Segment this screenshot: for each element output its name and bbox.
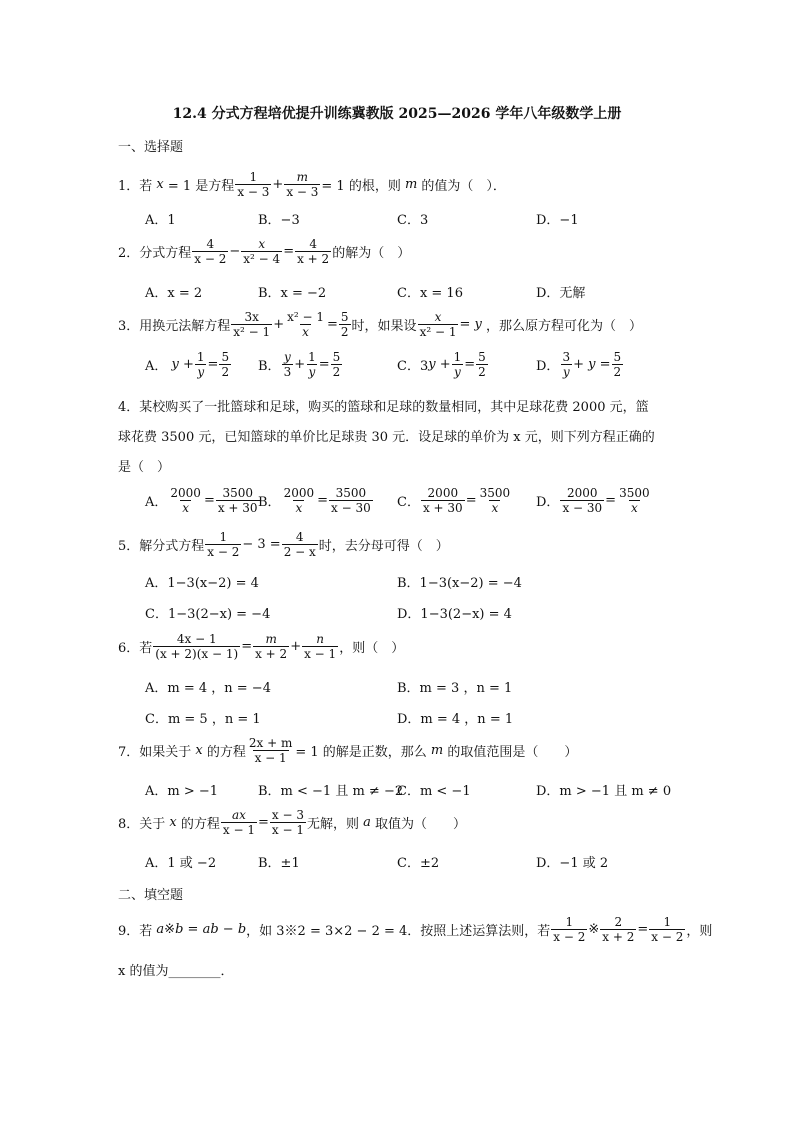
question-7: 7．如果关于 x 的方程 $\frac{2x + m}{x - 1}$ = 1 的解是正数，那么 m 的取值范围是（ ） — [118, 736, 578, 765]
q3-option-b: B． $\frac{y}{3}$ + $\frac{1}{y}$ = $\frac{5}{2}$ — [258, 350, 341, 379]
q6-option-d: D．m = 4 ，n = 1 — [397, 712, 514, 727]
q7-option-c: C．m < −1 — [397, 784, 471, 799]
fraction: $\frac{1}{x - 3}$ — [237, 170, 270, 199]
q1-option-c: C．3 — [397, 213, 429, 228]
q2-option-c: C．x = 16 — [397, 286, 463, 301]
q2-option-b: B．x = −2 — [258, 286, 327, 301]
fraction: $\frac{m}{x - 3}$ — [286, 170, 319, 199]
question-1: 1．若 x = 1 是方程 $\frac{1}{x - 3}$ + $\frac{m}{x - 3}$ = 1 的根，则 m 的值为（ ）． — [118, 170, 506, 199]
page-title: 12.4 分式方程培优提升训练冀教版 2025—2026 学年八年级数学上册 — [172, 106, 622, 122]
q8-option-b: B．±1 — [258, 856, 300, 871]
question-2: 2．分式方程 $\frac{4}{x - 2}$ − $\frac{x}{\text{x² − 4}}$ = $\frac{4}{x + 2}$ 的解为（ ） — [118, 237, 411, 266]
section-choice-heading: 一、选择题 — [118, 140, 184, 155]
q8-option-c: C．±2 — [397, 856, 440, 871]
q6-option-c: C．m = 5 ，n = 1 — [145, 712, 261, 727]
q2-option-a: A．x = 2 — [145, 286, 203, 301]
question-4-line3: 是（ ） — [118, 460, 171, 475]
q5-option-b: B．1−3(x−2) = −4 — [397, 576, 522, 591]
q1-option-d: D．−1 — [536, 213, 579, 228]
question-4-line2: 球花费 3500 元，已知篮球的单价比足球贵 30 元．设足球的单价为 x 元，则下列方程正确的 — [118, 430, 655, 445]
q4-option-d: D． $\frac{2000}{x - 30}$ = $\frac{3500}{x}$ — [536, 486, 650, 515]
q8-option-a: A．1 或 −2 — [145, 856, 217, 871]
q2-option-d: D．无解 — [536, 286, 586, 301]
question-8: 8．关于 x 的方程 $\frac{ax}{x - 1}$ = $\frac{x - 3}{x - 1}$ 无解，则 a 取值为（ ） — [118, 808, 467, 837]
q6-option-a: A．m = 4 ，n = −4 — [145, 681, 271, 696]
q8-option-d: D．−1 或 2 — [536, 856, 609, 871]
question-6: 6．若 $\frac{4x - 1}{(x + 2)(x - 1)}$ = $\frac{m}{x + 2}$ + $\frac{n}{x - 1}$ ，则（ ） — [118, 632, 405, 661]
q4-option-c: C． $\frac{2000}{x + 30}$ = $\frac{3500}{x}$ — [397, 486, 511, 515]
q3-option-a: A． y + $\frac{1}{y}$ = $\frac{5}{2}$ — [145, 350, 230, 379]
q1-option-a: A．1 — [145, 213, 176, 228]
q1-option-b: B．−3 — [258, 213, 300, 228]
q5-option-c: C．1−3(2−x) = −4 — [145, 607, 271, 622]
q5-option-d: D．1−3(2−x) = 4 — [397, 607, 512, 622]
question-9-line2: x 的值为________． — [118, 964, 234, 979]
q3-option-c: C．3 y + $\frac{1}{y}$ = $\frac{5}{2}$ — [397, 350, 486, 379]
q7-option-b: B．m < −1 且 m ≠ −2 — [258, 784, 404, 799]
question-5: 5．解分式方程 $\frac{1}{x - 2}$ − 3 = $\frac{4}{2 - x}$ 时，去分母可得（ ） — [118, 530, 449, 559]
q5-option-a: A．1−3(x−2) = 4 — [145, 576, 259, 591]
question-4-line1: 4．某校购买了一批篮球和足球，购买的篮球和足球的数量相同，其中足球花费 2000 元，篮 — [118, 400, 649, 415]
q3-option-d: D． $\frac{3}{y}$ + y = $\frac{5}{2}$ — [536, 350, 622, 379]
q6-option-b: B．m = 3 ，n = 1 — [397, 681, 513, 696]
q7-option-a: A．m > −1 — [145, 784, 219, 799]
section-fill-heading: 二、填空题 — [118, 888, 184, 903]
question-9: 9．若 a ※ b = ab − b ，如 3※2 = 3×2 − 2 = 4．按照上述运算法则，若 $\frac{1}{x - 2}$ ※ $\frac{2}{x + 2}$ = $\frac{1}{x - 2}$ ，则 — [118, 915, 713, 944]
question-3: 3．用换元法解方程 $\frac{3x}{\text{x² − 1}}$ + $\frac{\text{x² − 1}}{x}$ = $\frac{5}{2}$ 时，如果设 $\frac{x}{\text{x² − 1}}$ = y ，那么原方程可化为（ ） — [118, 310, 642, 339]
q4-option-b: B． $\frac{2000}{x}$ = $\frac{3500}{x - 30}$ — [258, 486, 371, 515]
q7-option-d: D．m > −1 且 m ≠ 0 — [536, 784, 672, 799]
q4-option-a: A． $\frac{2000}{x}$ = $\frac{3500}{x + 30}$ — [145, 486, 258, 515]
